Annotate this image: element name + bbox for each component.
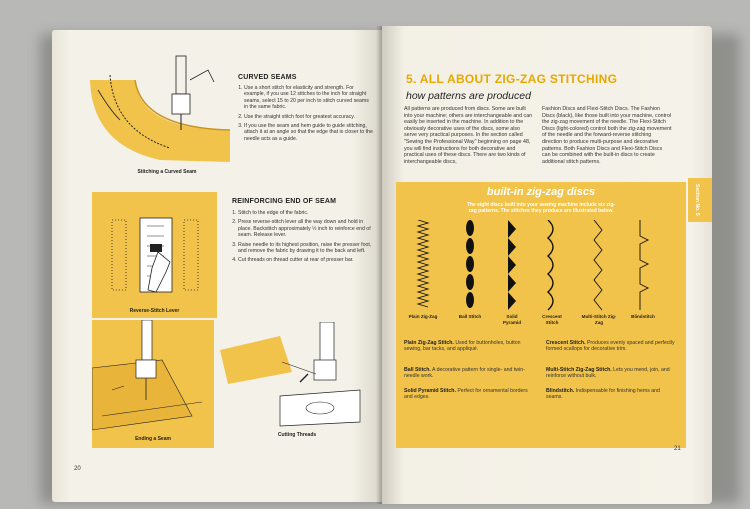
blindstitch-pattern xyxy=(640,220,648,310)
section-subtitle: how patterns are produced xyxy=(406,90,531,102)
label-solid-pyramid: Solid Pyramid xyxy=(502,314,522,325)
reverse-stitch-lever-illustration xyxy=(92,192,217,318)
caption-cutting-threads: Cutting Threads xyxy=(277,432,317,438)
solid-pyramid-pattern xyxy=(508,220,516,310)
label-multi-stitch-zigzag: Multi-Stitch Zig-Zag xyxy=(581,314,617,325)
page-number-left: 20 xyxy=(74,466,81,472)
cutting-threads-illustration xyxy=(220,322,370,430)
desc-plain-zigzag: Plain Zig-Zag Stitch. Used for buttonholes, button sewing, bar tacks, and appliqué. xyxy=(404,340,521,353)
caption-stitching-curved-seam: Stitching a Curved Seam xyxy=(137,169,197,175)
reinforce-step-3: 3. Raise needle to its highest position, raise the presser foot, and remove the fabric by drawing it to the back and left. xyxy=(238,242,373,255)
section-tab: Section No. 5 xyxy=(688,178,712,222)
curved-step-3: 3. If you use the seam and hem guide to guide stitching, attach it at an angle so that the edge that is closer to the needle acts as a guide. xyxy=(244,123,374,142)
ball-stitch-pattern xyxy=(466,220,474,308)
desc-solid-pyramid: Solid Pyramid Stitch. Perfect for ornamental borders and edges. xyxy=(404,388,528,401)
curved-step-2: 2. Use the straight stitch foot for greatest accuracy. xyxy=(244,114,374,120)
crescent-stitch-pattern xyxy=(548,220,553,310)
page-number-right: 21 xyxy=(674,446,681,452)
right-page xyxy=(382,26,712,504)
built-in-discs-title: built-in zig-zag discs xyxy=(486,186,596,198)
desc-blindstitch: Blindstitch. Indispensable for finishing hems and seams. xyxy=(546,388,660,401)
heading-curved-seams: CURVED SEAMS xyxy=(238,74,297,81)
reinforce-step-2: 2. Press reverse-stitch lever all the way down and hold in place. Backstitch approximately ½ inch to reinforce end of seam. Release lever. xyxy=(238,219,373,238)
reinforcing-steps xyxy=(230,210,373,267)
multi-stitch-zigzag-pattern xyxy=(594,220,602,310)
stitch-patterns xyxy=(396,220,686,320)
reinforce-step-4: 4. Cut threads on thread cutter at rear of presser bar. xyxy=(238,257,373,263)
desc-ball-stitch: Ball Stitch. A decorative pattern for single- and twin-needle work. xyxy=(404,367,525,380)
built-in-discs-box xyxy=(396,182,686,448)
intro-column-1: All patterns are produced from discs. Some are built into your machine; others are interchangeable and can easily be inserted in the machine. In addition to the obviously decorative uses of the discs, some also serve very practical purposes. In the section called "Sewing the Professional Way" beginning on page 48, you will find instructions for both decorative and practical uses of these discs. There are two kinds of interchangeable discs, xyxy=(404,106,533,165)
curved-seams-steps xyxy=(236,85,374,145)
plain-zigzag-pattern xyxy=(418,220,428,307)
intro-column-2: Fashion Discs and Flexi-Stitch Discs. The Fashion Discs (black), like those built into your machine, control the zig-zag movement of the needle. The Flexi-Stitch Discs (light-colored) control both the zig-zag movement of the needle and the forward-reverse stitching direction to produce multi-purpose and decorative patterns. Both Fashion Discs and Flexi-Stitch Discs can be combined with the built-in discs to create additional stitch patterns. xyxy=(542,106,672,165)
curved-step-1: 1. Use a short stitch for elasticity and strength. For example, if you use 12 stitches to the inch for straight seams, select 15 to 20 per inch to stitch curved seams in the same fabric. xyxy=(244,85,374,111)
heading-reinforcing-end-of-seam: REINFORCING END OF SEAM xyxy=(232,198,337,205)
desc-crescent-stitch: Crescent Stitch. Produces evenly spaced and perfectly formed scallops for decorative trim. xyxy=(546,340,675,353)
label-ball-stitch: Ball Stitch xyxy=(458,314,482,319)
label-blindstitch: Blindstitch xyxy=(631,314,655,319)
curved-seam-illustration xyxy=(80,50,230,165)
reinforce-step-1: 1. Stitch to the edge of the fabric. xyxy=(238,210,373,216)
label-crescent-stitch: Crescent Stitch xyxy=(542,314,562,325)
left-page xyxy=(52,30,382,502)
chapter-title: 5. ALL ABOUT ZIG-ZAG STITCHING xyxy=(406,72,618,86)
caption-reverse-stitch-lever: Reverse-Stitch Lever xyxy=(129,308,180,314)
caption-ending-a-seam: Ending a Seam xyxy=(135,436,171,442)
desc-multi-stitch-zigzag: Multi-Stitch Zig-Zag Stitch. Lets you mend, join, and reinforce without bulk. xyxy=(546,367,670,380)
label-plain-zigzag: Plain Zig-Zag xyxy=(408,314,438,319)
built-in-discs-intro: The eight discs built into your sewing machine include six zig-zag patterns. The stitches they produce are illustrated below. xyxy=(466,202,616,214)
ending-a-seam-illustration xyxy=(92,320,214,448)
